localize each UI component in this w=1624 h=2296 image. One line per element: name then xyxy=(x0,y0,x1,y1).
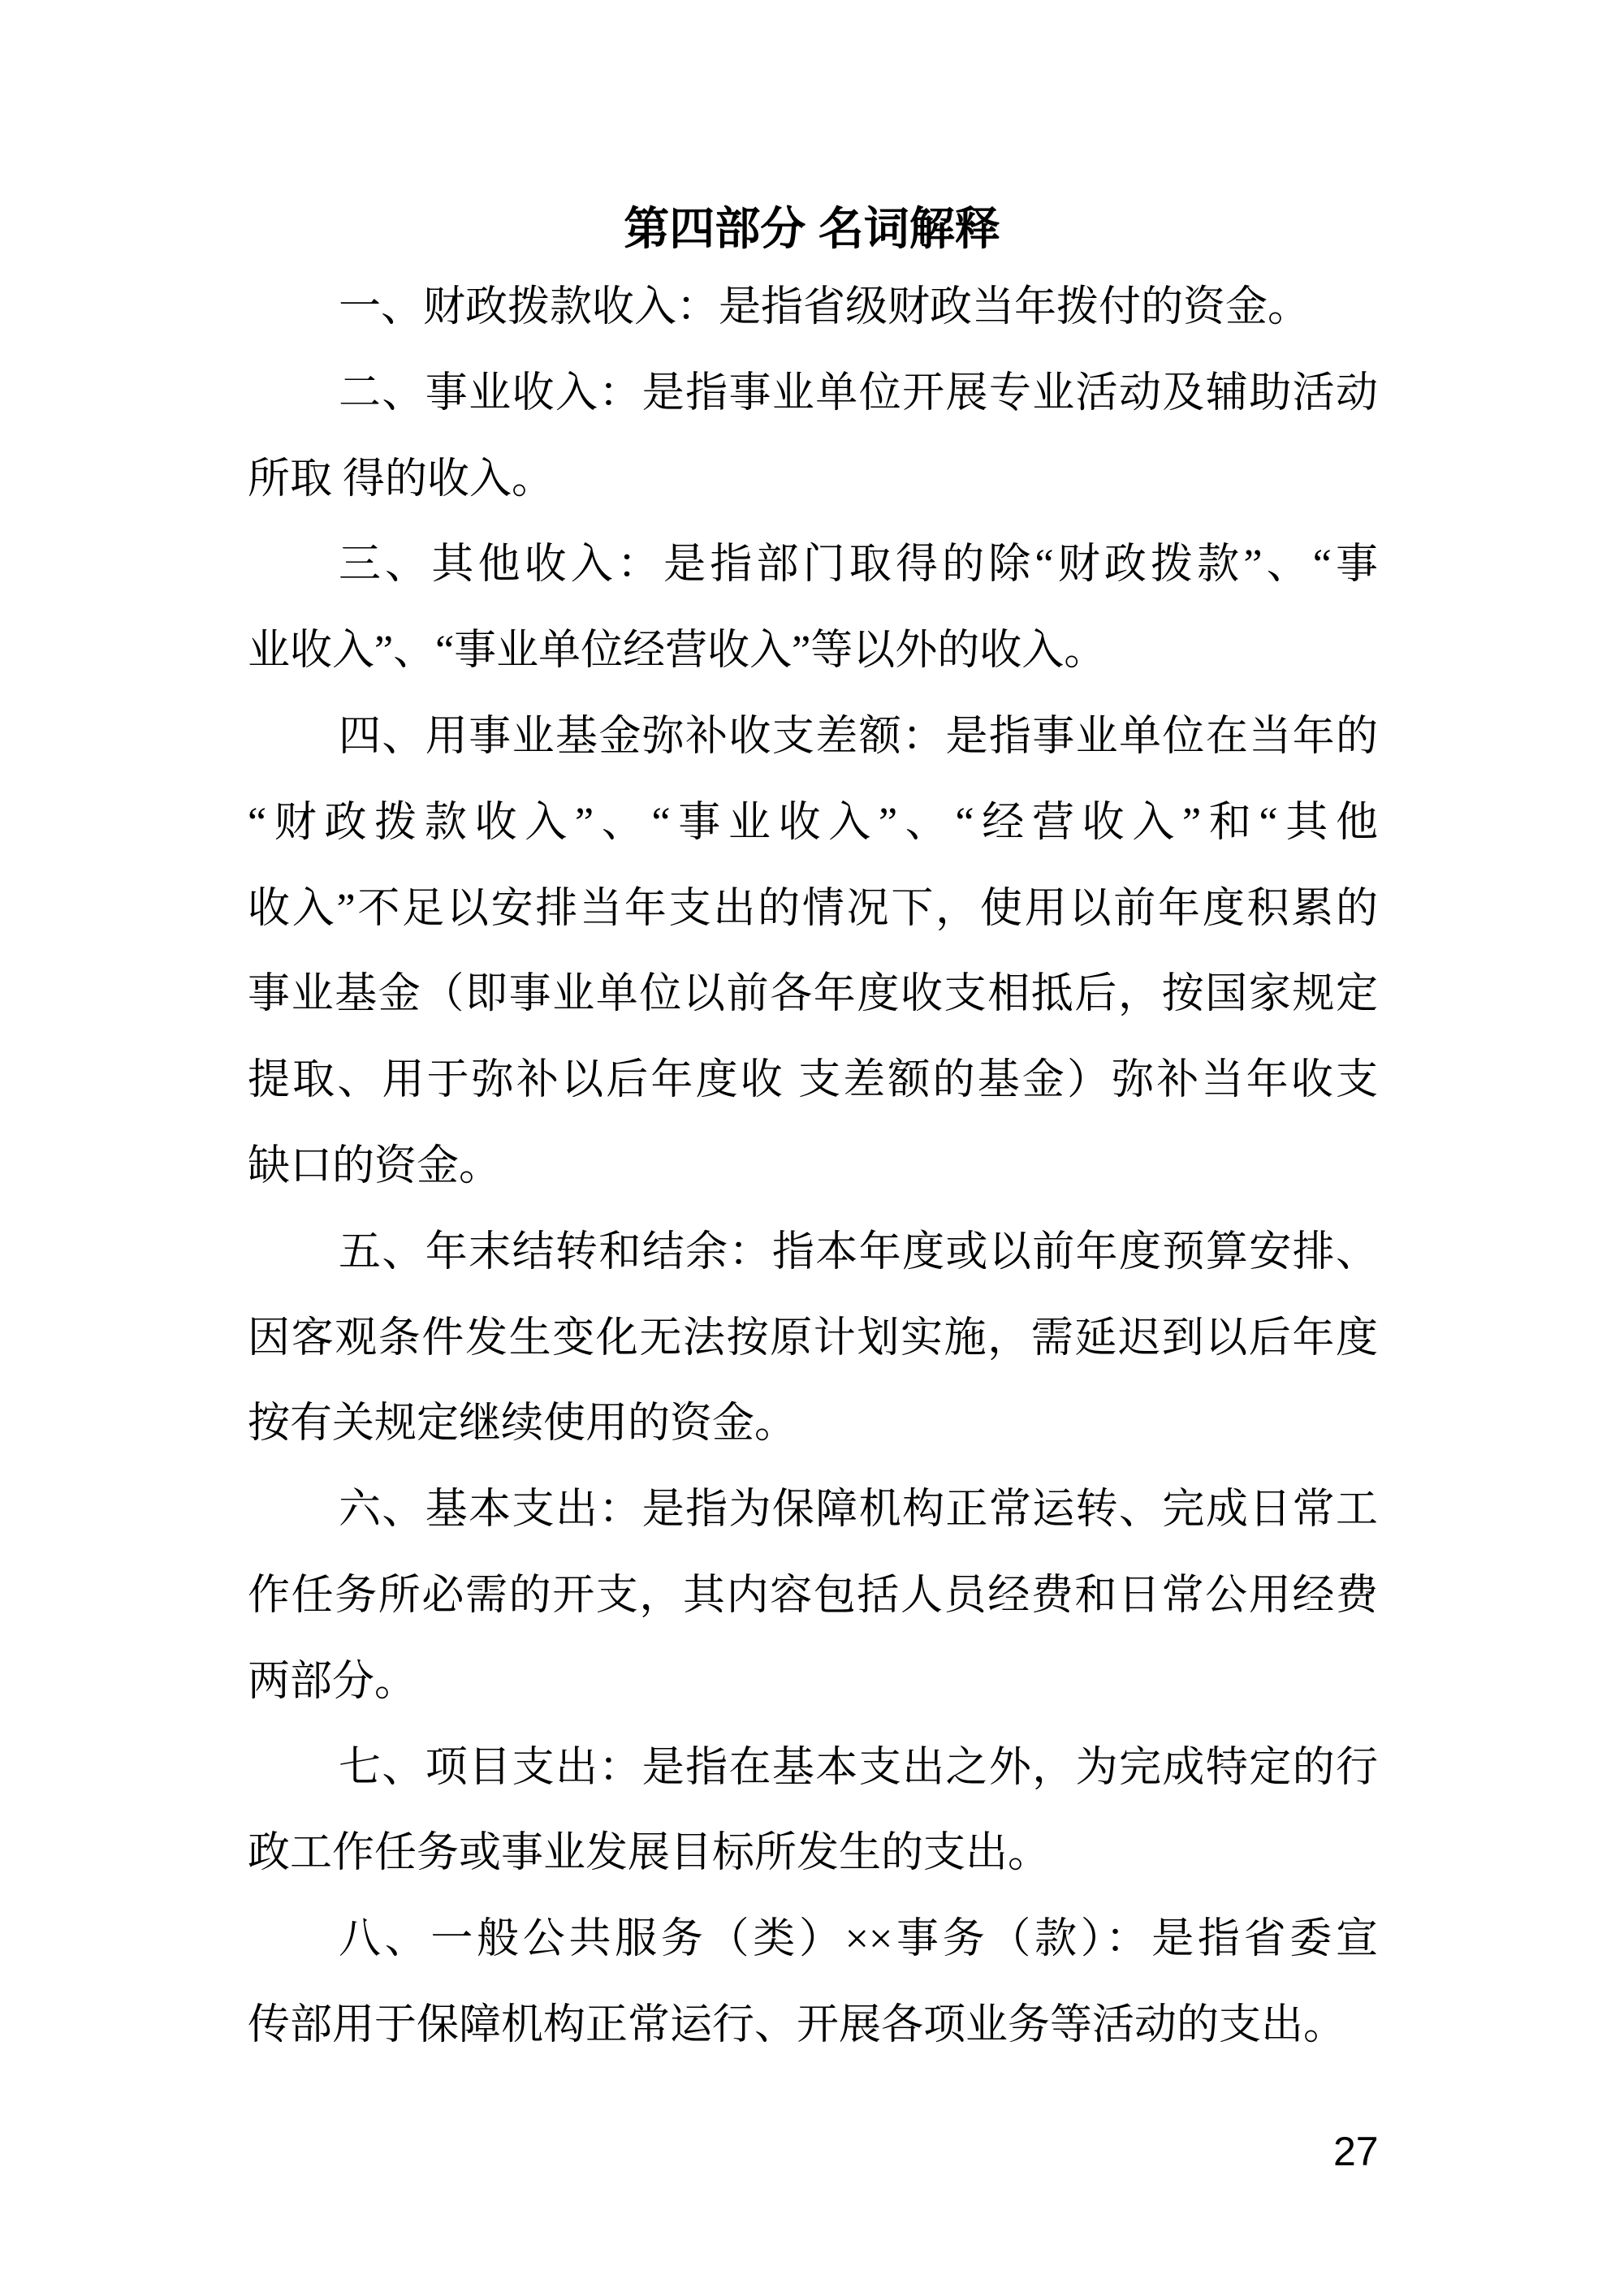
text-line: “财政拨款收入”、“事业收入”、“经营收入”和“其他 xyxy=(248,799,1378,846)
text-line: 一、财政拨款收入：是指省级财政当年拨付的资金。 xyxy=(339,284,1311,330)
text-line: 七、项目支出：是指在基本支出之外，为完成特定的行 xyxy=(339,1744,1378,1791)
body-text xyxy=(248,265,1378,2069)
text-line: 二、事业收入：是指事业单位开展专业活动及辅助活动 xyxy=(339,369,1378,416)
text-line: 提取、用于弥补以后年度收 支差额的基金）弥补当年收支 xyxy=(248,1057,1378,1104)
text-line: 作任务所必需的开支，其内容包括人员经费和日常公用经费 xyxy=(248,1572,1378,1619)
page-title: 第四部分 名词解释 xyxy=(624,203,1000,254)
text-line: 传部用于保障机构正常运行、开展各项业务等活动的支出。 xyxy=(248,2001,1346,2048)
text-line: 事业基金（即事业单位以前各年度收支相抵后，按国家规定 xyxy=(248,971,1378,1018)
text-line: 五、年末结转和结余：指本年度或以前年度预算安排、 xyxy=(339,1228,1378,1275)
text-line: 三、其他收入：是指部门取得的除“财政拨款”、“事 xyxy=(339,542,1378,589)
text-line: 四、用事业基金弥补收支差额：是指事业单位在当年的 xyxy=(339,713,1378,760)
text-line: 所取 得的收入。 xyxy=(248,455,555,503)
text-line: 八、一般公共服务（类）××事务（款）：是指省委宣 xyxy=(339,1916,1378,1963)
text-line: 两部分。 xyxy=(248,1658,417,1705)
text-line: 因客观条件发生变化无法按原计划实施，需延迟到以后年度 xyxy=(248,1314,1378,1362)
page-number: 27 xyxy=(1333,2129,1379,2174)
text-line: 业收入”、“事业单位经营收入”等以外的收入。 xyxy=(248,628,1107,675)
text-line: 六、基本支出：是指为保障机构正常运转、完成日常工 xyxy=(339,1487,1378,1534)
text-line: 收入”不足以安排当年支出的情况下，使用以前年度积累的 xyxy=(248,885,1378,932)
text-line: 缺口的资金。 xyxy=(248,1142,502,1189)
text-line: 政工作任务或事业发展目标所发生的支出。 xyxy=(248,1830,1051,1877)
text-line: 按有关规定继续使用的资金。 xyxy=(248,1400,797,1448)
